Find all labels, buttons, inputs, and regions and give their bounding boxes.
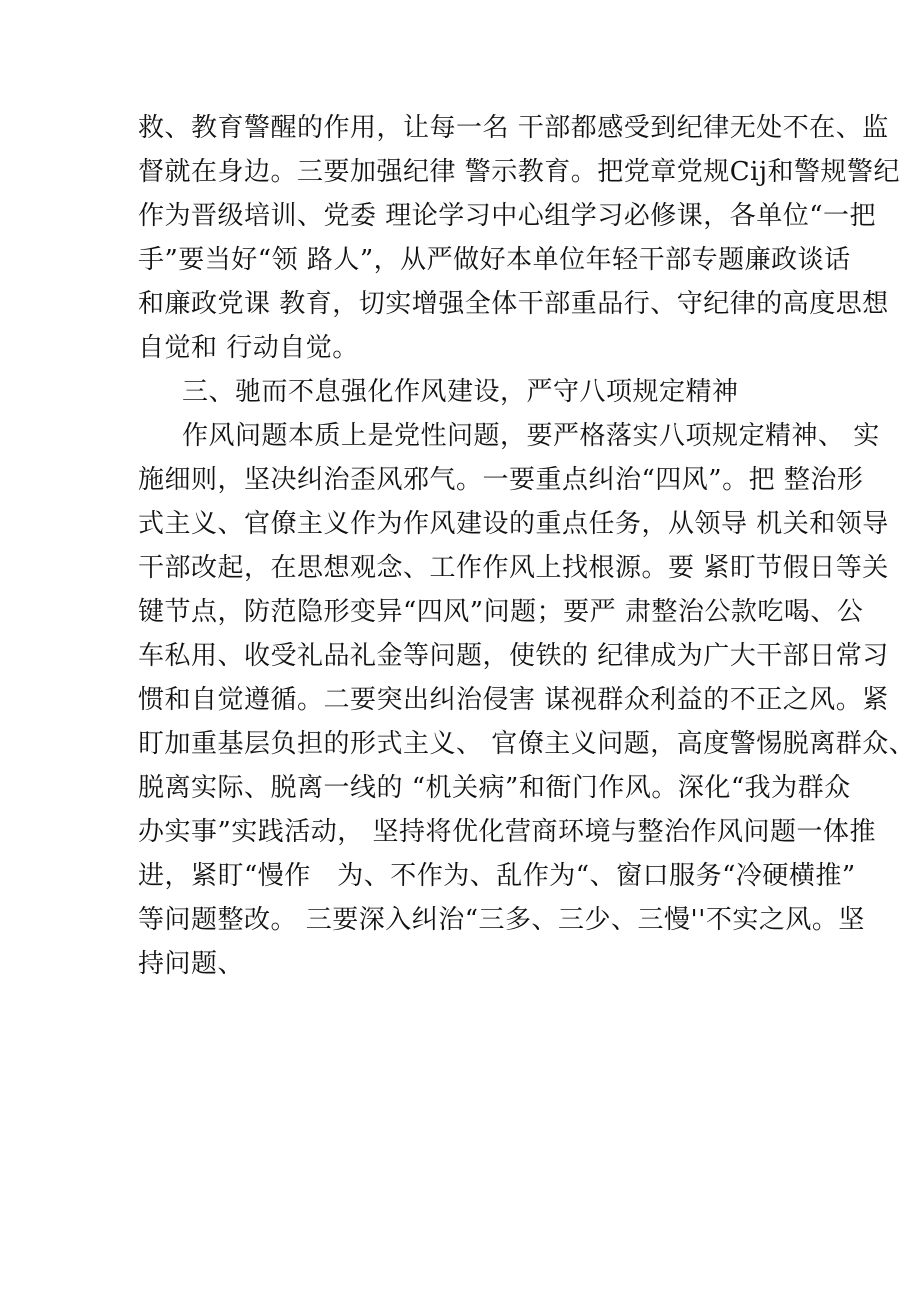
text-line: 车私用、收受礼品礼金等问题，使铁的 纪律成为广大干部日常习 <box>138 641 889 671</box>
text-line: 进，紧盯“慢作 为、不作为、乱作为“、窗口服务“冷硬横推” <box>138 861 856 891</box>
text-line: 干部改起，在思想观念、工作作风上找根源。要 紧盯节假日等关 <box>138 553 889 583</box>
text-line: 键节点，防范隐形变异“四风”问题；要严 肃整治公款吃喝、公 <box>138 597 864 627</box>
text-line: 救、教育警醒的作用，让每一名 干部都感受到纪律无处不在、监 <box>138 113 889 143</box>
text-line: 办实事”实践活动， 坚持将优化营商环境与整治作风问题一体推 <box>138 817 877 847</box>
text-line: 手”要当好“领 路人”，从严做好本单位年轻干部专题廉政谈话 <box>138 245 851 275</box>
text-line: 作为晋级培训、党委 理论学习中心组学习必修课，各单位“一把 <box>138 201 877 231</box>
text-line: 惯和自觉遵循。二要突出纠治侵害 谋视群众利益的不正之风。紧 <box>138 685 889 715</box>
text-line: 盯加重基层负担的形式主义、 官僚主义问题，高度警惕脱离群众、 <box>138 729 916 759</box>
text-line: 脱离实际、脱离一线的 “机关病”和衙门作风。深化“我为群众 <box>138 773 851 803</box>
text-line: 持问题、 <box>138 949 245 979</box>
text-line: 作风问题本质上是党性问题，要严格落实八项规定精神、 实 <box>182 421 880 451</box>
text-line: 和廉政党课 教育，切实增强全体干部重品行、守纪律的高度思想 <box>138 289 889 319</box>
text-line: 督就在身边。三要加强纪律 警示教育。把党章党规Cij和警规警纪 <box>138 157 901 187</box>
text-line: 式主义、官僚主义作为作风建设的重点任务，从领导 机关和领导 <box>138 509 889 539</box>
text-line: 自觉和 行动自觉。 <box>138 333 359 363</box>
text-line: 等问题整改。 三要深入纠治“三多、三少、三慢''不实之风。坚 <box>138 905 865 935</box>
section-heading: 三、驰而不息强化作风建设，严守八项规定精神 <box>182 377 739 407</box>
text-line: 施细则，坚决纠治歪风邪气。一要重点纠治“四风”。把 整治形 <box>138 465 864 495</box>
